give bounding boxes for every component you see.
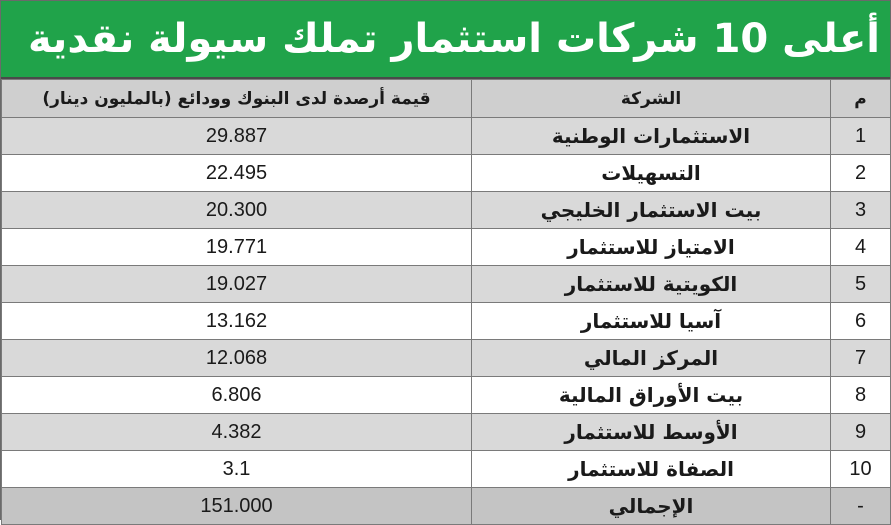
- table-row: [2, 340, 891, 377]
- row-company: الصفاة للاستثمار: [472, 451, 831, 488]
- row-company: المركز المالي: [472, 340, 831, 377]
- row-company: الكويتية للاستثمار: [472, 266, 831, 303]
- total-label: الإجمالي: [472, 488, 831, 525]
- row-index: 4: [831, 229, 891, 266]
- table-row: [2, 414, 891, 451]
- table-total-row: [2, 488, 891, 525]
- row-index: 3: [831, 192, 891, 229]
- table-row: [2, 118, 891, 155]
- row-value: 19.771: [2, 229, 472, 266]
- row-company: آسيا للاستثمار: [472, 303, 831, 340]
- row-value: 6.806: [2, 377, 472, 414]
- header-index: م: [831, 80, 891, 118]
- row-index: 6: [831, 303, 891, 340]
- row-company: الاستثمارات الوطنية: [472, 118, 831, 155]
- table-row: [2, 451, 891, 488]
- row-company: بيت الاستثمار الخليجي: [472, 192, 831, 229]
- table-row: [2, 377, 891, 414]
- header-value: قيمة أرصدة لدى البنوك وودائع (بالمليون دينار): [2, 80, 472, 118]
- row-value: 19.027: [2, 266, 472, 303]
- row-value: 4.382: [2, 414, 472, 451]
- row-index: 2: [831, 155, 891, 192]
- table-row: [2, 266, 891, 303]
- row-index: 8: [831, 377, 891, 414]
- row-value: 22.495: [2, 155, 472, 192]
- row-index: 7: [831, 340, 891, 377]
- total-index: -: [831, 488, 891, 525]
- row-value: 13.162: [2, 303, 472, 340]
- row-company: الامتياز للاستثمار: [472, 229, 831, 266]
- page-title: أعلى 10 شركات استثمار تملك سيولة نقدية: [28, 16, 880, 62]
- row-value: 12.068: [2, 340, 472, 377]
- table-row: [2, 303, 891, 340]
- row-value: 3.1: [2, 451, 472, 488]
- row-index: 1: [831, 118, 891, 155]
- total-value: 151.000: [2, 488, 472, 525]
- row-index: 10: [831, 451, 891, 488]
- header-company: الشركة: [472, 80, 831, 118]
- table-header-row: [2, 80, 891, 118]
- title-banner: [1, 1, 890, 79]
- table-row: [2, 192, 891, 229]
- table-row: [2, 229, 891, 266]
- row-index: 5: [831, 266, 891, 303]
- row-value: 20.300: [2, 192, 472, 229]
- row-index: 9: [831, 414, 891, 451]
- row-company: التسهيلات: [472, 155, 831, 192]
- row-value: 29.887: [2, 118, 472, 155]
- row-company: الأوسط للاستثمار: [472, 414, 831, 451]
- table-row: [2, 155, 891, 192]
- companies-table: [1, 79, 891, 525]
- row-company: بيت الأوراق المالية: [472, 377, 831, 414]
